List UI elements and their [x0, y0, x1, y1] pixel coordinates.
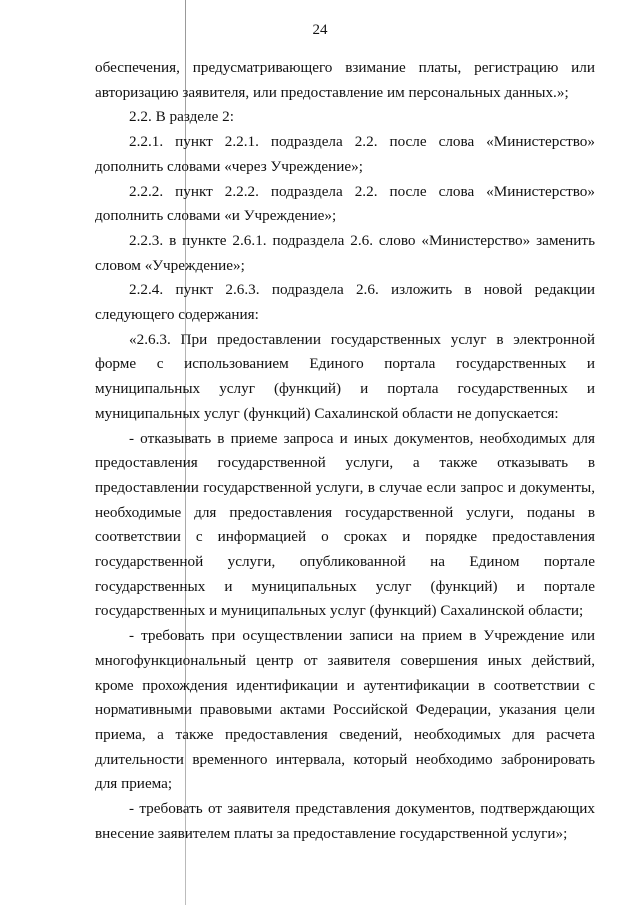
document-body [95, 56, 595, 847]
paragraph-p0: обеспечения, предусматривающего взимание платы, регистрацию или авторизацию заявителя, или предоставление им персональных данных.»; [95, 59, 595, 101]
paragraph-p1: 2.2. В разделе 2: [129, 108, 234, 126]
paragraph-p9: - требовать от заявителя представления документов, подтверждающих внесение заявителем платы за предоставление государственной услуги»; [95, 800, 595, 842]
page-number: 24 [312, 22, 328, 38]
paragraph-p2: 2.2.1. пункт 2.2.1. подраздела 2.2. после слова «Министерство» дополнить словами «через Учреждение»; [95, 133, 595, 175]
paragraph-p7: - отказывать в приеме запроса и иных документов, необходимых для предоставления государственной услуги, а также отказывать в предоставлении государственной услуги, в случае если запрос и документы, необходимые для предоставления государственной услуги, поданы в соответствии с информацией о сроках и порядке предоставления государственной услуги, опубликованной на Едином портале государственных и муниципальных услуг (функций) и портале государственных и муниципальных услуг (функций) Сахалинской области; [95, 429, 595, 620]
paragraph-p6: «2.6.3. При предоставлении государственных услуг в электронной форме с использованием Единого портала государственных и муниципальных услуг (функций) и портала государственных и муниципальных услуг (функций) Сахалинской области не допускается: [95, 330, 595, 422]
paragraph-p3: 2.2.2. пункт 2.2.2. подраздела 2.2. после слова «Министерство» дополнить словами «и Учреждение»; [95, 182, 595, 225]
paragraph-p4: 2.2.3. в пункте 2.6.1. подраздела 2.6. слово «Министерство» заменить словом «Учреждение»; [95, 231, 595, 274]
paragraph-p8: - требовать при осуществлении записи на прием в Учреждение или многофункциональный центр от заявителя совершения иных действий, кроме прохождения идентификации и аутентификации в соответствии с нормативными правовыми актами Российской Федерации, указания цели приема, а также предоставления сведений, необходимых для расчета длительности временного интервала, который необходимо забронировать для приема; [95, 627, 595, 793]
paragraph-p5: 2.2.4. пункт 2.6.3. подраздела 2.6. изложить в новой редакции следующего содержания: [95, 281, 595, 324]
